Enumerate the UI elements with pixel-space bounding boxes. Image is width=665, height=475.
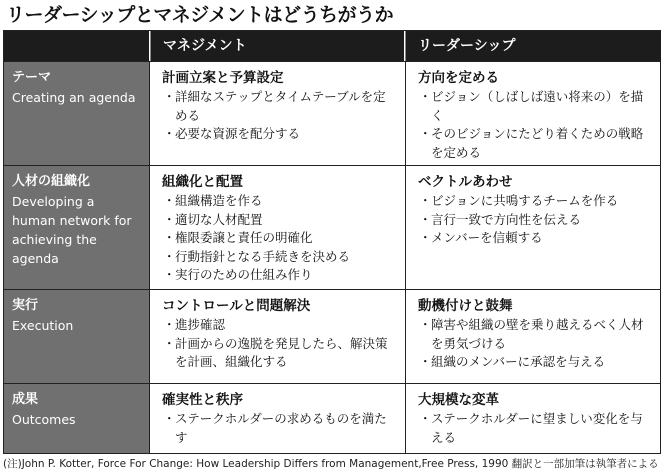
bullet-glyph: ・ xyxy=(163,230,176,245)
row-label-en: Execution xyxy=(12,318,74,333)
list-item xyxy=(162,335,397,372)
bullet-glyph: ・ xyxy=(163,126,176,141)
row-label xyxy=(4,290,149,383)
list-item-text: ビジョンに共鳴するチームを作る xyxy=(431,193,619,208)
list-item xyxy=(418,353,652,372)
bullet-glyph: ・ xyxy=(163,193,176,208)
row-label-jp: 人材の組織化 xyxy=(12,174,91,189)
cell-heading: 計画立案と予算設定 xyxy=(162,70,284,86)
leadership-cell xyxy=(405,384,660,453)
row-label-jp: 実行 xyxy=(12,298,39,313)
list-item xyxy=(418,316,652,353)
bullet-glyph: ・ xyxy=(163,317,176,332)
list-item-text: 詳細なステップとタイムテーブルを定める xyxy=(175,89,386,123)
management-cell xyxy=(149,290,405,383)
footnote: (注)John P. Kotter, Force For Change: How Leadership Differs from Management,Free Press, 1990 翻訳と一部加筆は執筆者による xyxy=(3,458,659,470)
column-header-leadership: リーダーシップ xyxy=(405,31,661,61)
list-item-text: メンバーを信頼する xyxy=(431,230,543,245)
row-label-en: Outcomes xyxy=(12,412,76,427)
cell-heading: ベクトルあわせ xyxy=(418,174,513,190)
row-label-en: Developing a human network for achieving the agenda xyxy=(12,194,132,266)
list-item xyxy=(162,192,397,211)
list-item xyxy=(418,125,652,162)
list-item-text: 組織構造を作る xyxy=(175,193,263,208)
page-title: リーダーシップとマネジメントはどうちがうか xyxy=(6,4,394,26)
leadership-cell xyxy=(405,62,660,165)
management-cell xyxy=(149,62,405,165)
row-label-jp: 成果 xyxy=(12,392,39,407)
list-item-text: 計画からの逸脱を発見したら、解決策を計画、組織化する xyxy=(175,335,388,369)
list-item xyxy=(418,211,652,230)
bullet-glyph: ・ xyxy=(163,335,176,351)
row-label-en: Creating an agenda xyxy=(12,90,136,105)
list-item xyxy=(162,88,397,125)
list-item xyxy=(418,229,652,248)
bullet-glyph: ・ xyxy=(419,193,432,208)
bullet-glyph: ・ xyxy=(163,211,176,227)
list-item xyxy=(162,266,397,285)
bullet-glyph: ・ xyxy=(163,411,176,426)
comparison-table xyxy=(3,30,661,454)
bullet-glyph: ・ xyxy=(163,267,176,282)
bullet-glyph: ・ xyxy=(419,230,432,245)
leadership-cell xyxy=(405,290,660,383)
management-cell xyxy=(149,384,405,453)
list-item xyxy=(162,125,397,144)
column-header-management: マネジメント xyxy=(150,31,404,61)
table-row-execution xyxy=(4,289,660,383)
cell-heading: 大規模な変革 xyxy=(418,392,499,408)
list-item xyxy=(418,410,652,447)
row-label xyxy=(4,62,149,165)
list-item xyxy=(418,192,652,211)
list-item xyxy=(162,211,397,230)
list-item-text: 適切な人材配置 xyxy=(175,211,263,227)
row-label xyxy=(4,384,149,453)
table-row-theme xyxy=(4,61,660,165)
cell-heading: 組織化と配置 xyxy=(162,174,243,190)
bullet-glyph: ・ xyxy=(163,89,176,104)
list-item-text: 行動指針となる手続きを決める xyxy=(175,248,351,264)
list-item-text: 障害や組織の壁を乗り越えるべく人材を勇気づける xyxy=(431,317,644,351)
bullet-glyph: ・ xyxy=(419,317,432,332)
list-item-text: ステークホルダーの求めるものを満たす xyxy=(175,411,387,445)
list-item-text: そのビジョンにたどり着くための戦略を定める xyxy=(431,126,644,160)
cell-heading: 動機付けと鼓舞 xyxy=(418,298,513,314)
bullet-glyph: ・ xyxy=(419,211,432,227)
list-item-text: 組織のメンバーに承認を与える xyxy=(431,354,606,369)
cell-heading: 方向を定める xyxy=(418,70,499,86)
list-item xyxy=(162,229,397,248)
bullet-glyph: ・ xyxy=(419,354,432,369)
cell-heading: 確実性と秩序 xyxy=(162,392,243,408)
list-item xyxy=(162,248,397,267)
list-item-text: ビジョン（しばしば遠い将来の）を描く xyxy=(431,89,644,123)
bullet-glyph: ・ xyxy=(419,89,432,104)
list-item-text: 必要な資源を配分する xyxy=(175,126,301,141)
leadership-cell xyxy=(405,166,660,289)
list-item-text: ステークホルダーに望ましい変化を与える xyxy=(431,411,643,445)
list-item xyxy=(162,410,397,447)
list-item-text: 進捗確認 xyxy=(175,317,226,332)
bullet-glyph: ・ xyxy=(163,248,176,264)
list-item-text: 実行のための仕組み作り xyxy=(175,267,313,282)
list-item xyxy=(162,316,397,335)
list-item-text: 言行一致で方向性を伝える xyxy=(431,211,582,227)
table-row-organizing xyxy=(4,165,660,289)
bullet-glyph: ・ xyxy=(419,411,432,426)
header-blank-cell xyxy=(4,31,149,61)
cell-heading: コントロールと問題解決 xyxy=(162,298,311,314)
management-cell xyxy=(149,166,405,289)
row-label xyxy=(4,166,149,289)
table-row-outcomes xyxy=(4,383,660,453)
bullet-glyph: ・ xyxy=(419,126,432,141)
list-item-text: 権限委譲と責任の明確化 xyxy=(175,230,313,245)
list-item xyxy=(418,88,652,125)
row-label-jp: テーマ xyxy=(12,70,52,85)
